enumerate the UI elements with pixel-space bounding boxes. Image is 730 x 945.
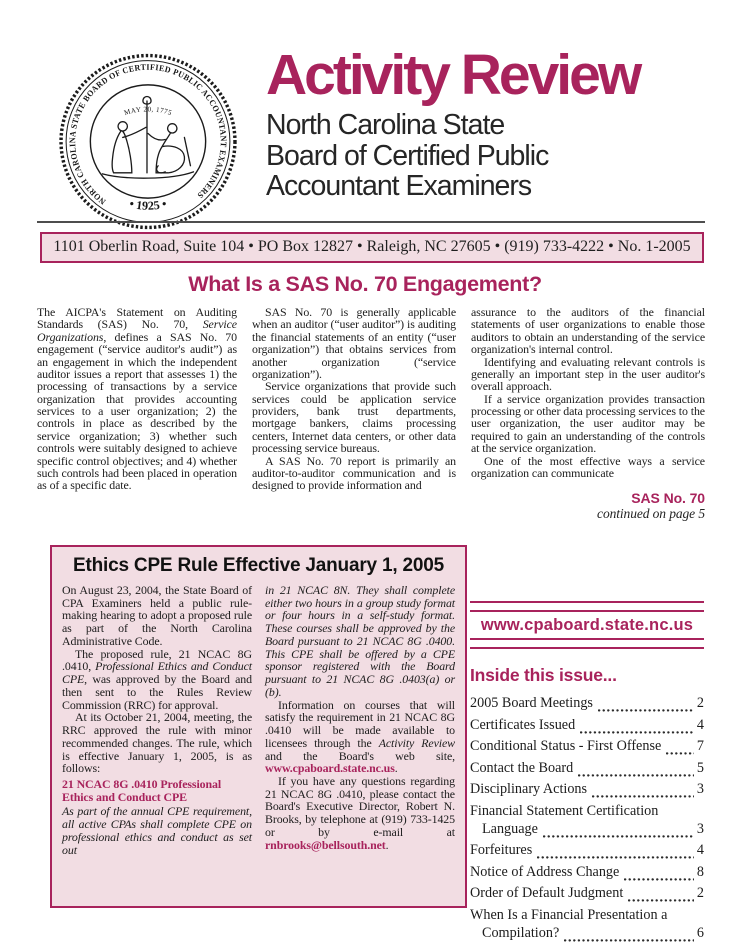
- toc-page-number: 8: [696, 863, 704, 880]
- ethics-column-1: [62, 584, 252, 856]
- publication-title: Activity Review: [266, 43, 640, 107]
- ethics-column-2: [265, 584, 455, 856]
- toc-dot-leader: [578, 773, 694, 777]
- continued-page-note: continued on page 5: [597, 505, 705, 521]
- toc-page-number: 5: [696, 759, 704, 776]
- org-line: Accountant Examiners: [266, 170, 532, 203]
- toc-item: [470, 760, 704, 777]
- toc-item: [470, 885, 704, 902]
- seal-ring-text: NORTH CAROLINA STATE BOARD OF CERTIFIED PUBLIC ACCOUNTANT EXAMINERS: [67, 61, 229, 207]
- continued-notice: [471, 491, 705, 521]
- organization-name: [266, 110, 706, 201]
- paragraph: At its October 21, 2004, meeting, the RRC approved the rule with minor recommended changes. The rule, which is effective January 1, 2005, is as follows:: [62, 710, 252, 776]
- toc-dot-leader: [543, 834, 694, 838]
- paragraph: The proposed rule, 21 NCAC 8G .0410, Professional Ethics and Conduct CPE, was approved by the Board and then sent to the Rules Review Commission (RRC) for approval.: [62, 646, 253, 712]
- toc-page-number: 6: [696, 924, 704, 941]
- masthead: [266, 43, 706, 203]
- toc-page-number: 3: [696, 781, 704, 798]
- toc-item-label: Contact the Board: [470, 759, 574, 776]
- header-divider: [37, 221, 705, 223]
- paragraph: If a service organization provides transaction processing or other data processing services to the user organization, the user auditor may be required to gain an understanding of the controls at the service organization.: [471, 391, 705, 456]
- article-column-2: [252, 306, 456, 521]
- toc-item-label: Order of Default Judgment: [470, 885, 624, 902]
- toc-page-number: 7: [696, 738, 704, 755]
- sidebar-rule-bottom: [470, 638, 704, 649]
- toc-dot-leader: [628, 898, 694, 902]
- inside-this-issue-title: Inside this issue...: [470, 665, 617, 685]
- toc-dot-leader: [580, 730, 694, 734]
- paragraph: SAS No. 70 is generally applicable when an auditor (“user auditor”) is auditing the financial statements of an entity (“user organization”) that obtains services from another organization (“service organization”).: [252, 305, 456, 381]
- paragraph: 21 NCAC 8G .0410 Professional Ethics and Conduct CPE: [62, 777, 222, 804]
- toc-item: [470, 864, 704, 881]
- toc-page-number: 3: [696, 820, 704, 837]
- address-bar: 1101 Oberlin Road, Suite 104 • PO Box 12827 • Raleigh, NC 27605 • (919) 733-4222 • No. 1-2005: [40, 232, 704, 263]
- toc-dot-leader: [624, 877, 694, 881]
- paragraph: If you have any questions regarding 21 NCAC 8G .0410, please contact the Board's Executive Director, Robert N. Brooks, by telephone at (919) 733-1425 or by e-mail at rnbrooks@bellsouth.net.: [265, 774, 455, 852]
- toc-page-number: 2: [696, 885, 704, 902]
- paragraph: Service organizations that provide such services could be application service providers, bank trust departments, mortgage bankers, claims processing centers, Internet data centers, or other data processing service bureaus.: [252, 379, 456, 456]
- toc-item-label: Language: [482, 820, 538, 837]
- toc-item: [470, 738, 704, 755]
- seal-date-text: MAY 20, 1775: [123, 105, 174, 118]
- toc-item: [470, 717, 704, 734]
- article-column-3: [471, 306, 705, 521]
- paragraph: assurance to the auditors of the financial statements of user organizations to enable those auditors to obtain an understanding of the service organization's internal control.: [471, 305, 705, 357]
- toc-page-number: 4: [696, 842, 704, 859]
- ethics-cpe-box: [50, 545, 467, 908]
- toc-item-label: Compilation?: [482, 924, 560, 941]
- toc-item: [470, 695, 704, 712]
- article-column-1: [37, 306, 237, 521]
- toc-item-label: Conditional Status - First Offense: [470, 738, 662, 755]
- org-line: Board of Certified Public: [266, 139, 549, 172]
- board-seal-icon: [58, 52, 238, 232]
- toc-page-number: 2: [696, 695, 704, 711]
- toc-page-number: 4: [696, 716, 704, 733]
- toc-item: [470, 803, 704, 838]
- toc-dot-leader: [598, 708, 694, 712]
- toc-dot-leader: [592, 794, 694, 798]
- toc-list: [470, 695, 704, 942]
- sidebar-rule-top: [470, 601, 704, 612]
- toc-item-label: Notice of Address Change: [470, 863, 620, 880]
- article-body: [37, 306, 705, 521]
- toc-dot-leader: [537, 855, 694, 859]
- toc-item-label: When Is a Financial Presentation a: [470, 906, 668, 923]
- paragraph: A SAS No. 70 report is primarily an auditor-to-auditor communication and is designed to provide information and: [252, 453, 456, 493]
- article-headline: What Is a SAS No. 70 Engagement?: [188, 272, 542, 296]
- svg-text:MAY 20, 1775: [123, 105, 173, 117]
- paragraph: As part of the annual CPE requirement, all active CPAs shall complete CPE on professional ethics and conduct as set out: [62, 804, 252, 857]
- toc-item-label: Forfeitures: [470, 842, 533, 859]
- paragraph: in 21 NCAC 8N. They shall complete either two hours in a group study format or four hours in a self-study format. These courses shall be approved by the Board pursuant to 21 NCAC 8G .0400. This CPE shall be offered by a CPE sponsor registered with the Board pursuant to 21 NCAC 8G .0403(a) or (b).: [265, 583, 455, 699]
- paragraph: On August 23, 2004, the State Board of CPA Examiners held a public rule-making hearing to adopt a proposed rule as part of the North Carolina Administrative Code.: [62, 583, 252, 648]
- paragraph: The AICPA's Statement on Auditing Standards (SAS) No. 70, Service Organizations, defines a SAS No. 70 engagement (“service auditor's audit”) as an engagement in which the independent auditor issues a report that assesses 1) the processing of transactions by a service organization that provides accounting services to a user organization; 2) the controls in place as described by the service organization; 3) whether such controls were suitably designed to achieve specific control objectives; and 4) whether such controls had been placed in operation as of a specific date.: [37, 305, 237, 493]
- paragraph: One of the most effective ways a service organization can communicate: [471, 453, 705, 480]
- toc-dot-leader: [564, 938, 694, 942]
- toc-item: [470, 842, 704, 859]
- paragraph: Information on courses that will satisfy the requirement in 21 NCAC 8G .0410 will be made available to licensees through the Activity Review and the Board's web site, www.cpaboard.state.nc.us.: [265, 697, 455, 776]
- paragraph: Identifying and evaluating relevant controls is generally an important step in the user auditor's overall approach.: [471, 354, 705, 394]
- seal-year-text: • 1925 •: [127, 196, 169, 213]
- continued-article-ref: SAS No. 70: [631, 490, 705, 507]
- toc-item: [470, 781, 704, 798]
- toc-item-label: 2005 Board Meetings: [470, 695, 593, 711]
- toc-item-label: Financial Statement Certification: [470, 802, 659, 819]
- toc-item-label: Disciplinary Actions: [470, 781, 588, 798]
- toc-item: [470, 907, 704, 942]
- website-banner: www.cpaboard.state.nc.us: [480, 616, 694, 634]
- article-column-3-text: [471, 306, 705, 479]
- ethics-box-title: Ethics CPE Rule Effective January 1, 2005: [73, 555, 444, 576]
- org-line: North Carolina State: [266, 109, 505, 142]
- sidebar: [470, 601, 704, 945]
- toc-dot-leader: [666, 751, 694, 755]
- svg-text:• 1925 •: [128, 196, 168, 212]
- toc-item-label: Certificates Issued: [470, 716, 576, 733]
